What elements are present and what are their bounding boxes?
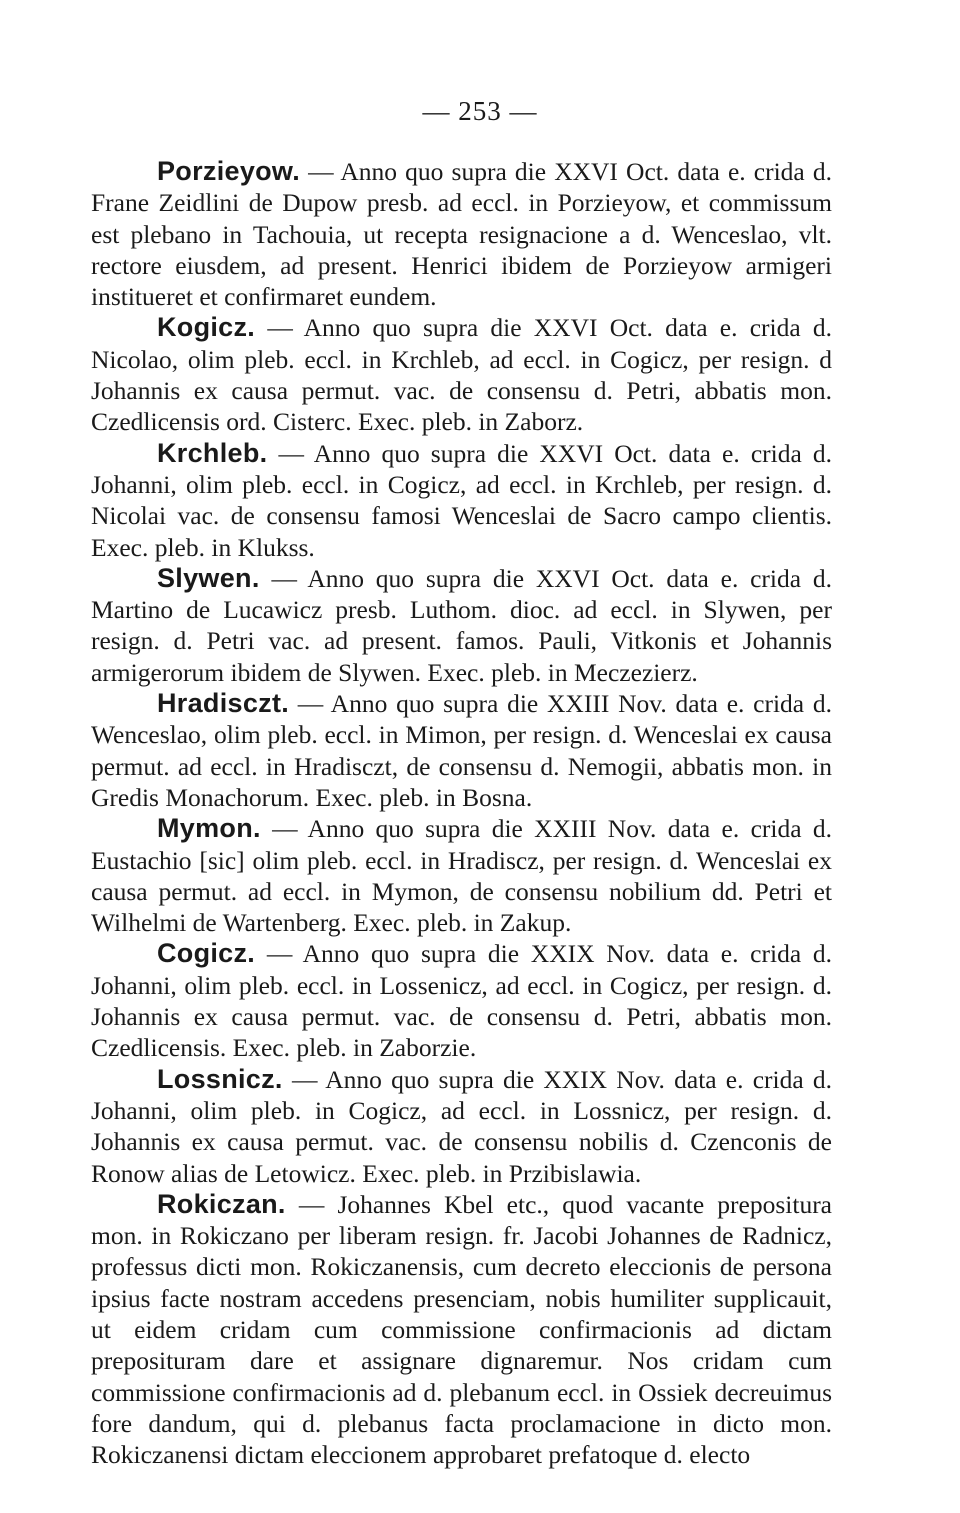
entry-heading: Hradisczt. bbox=[157, 688, 290, 719]
entry-kogicz bbox=[91, 312, 832, 437]
entry-heading: Cogicz. bbox=[157, 938, 256, 969]
entry-rokiczan bbox=[91, 1189, 832, 1471]
entry-text: — Anno quo supra die XXVI Oct. data e. crida d. Johanni, olim pleb. eccl. in Cogicz, ad eccl. in Krchleb, per resign. d. Nicolai vac. de consensu famosi Wenceslai de Sacro campo clientis. Exec. pleb. in Klukss. bbox=[91, 438, 832, 562]
entry-hradisczt bbox=[91, 688, 832, 813]
entry-slywen bbox=[91, 563, 832, 688]
entry-lossnicz bbox=[91, 1064, 832, 1189]
entry-mymon bbox=[91, 813, 832, 938]
entry-text: — Johannes Kbel etc., quod vacante prepositura mon. in Rokiczano per liberam resign. fr. Jacobi Johannes de Radnicz, professus dicti mon. Rokiczanensis, cum decreto eleccionis de persona ipsius facte nostram accedens presenciam, nobis humiliter supplicauit, ut eidem cridam cum commissione confirmacionis ad dictam preposituram dare et assignare dignaremur. Nos cridam cum commissione confirmacionis ad d. plebanum eccl. in Ossiek decreuimus fore dandum, qui d. plebanus facta proclamacione in dicto mon. Rokiczanensi dictam eleccionem approbaret prefatoque d. electo bbox=[91, 1189, 832, 1470]
entry-text: — Anno quo supra die XXVI Oct. data e. crida d. Martino de Lucawicz presb. Luthom. dioc. ad eccl. in Slywen, per resign. d. Petri vac. ad present. famos. Pauli, Vitkonis et Johannis armigerorum ibidem de Slywen. Exec. pleb. in Meczezierz. bbox=[91, 563, 832, 687]
document-body bbox=[91, 156, 832, 1470]
entry-text: — Anno quo supra die XXIII Nov. data e. crida d. Wenceslao, olim pleb. eccl. in Mimon, per resign. d. Wenceslai ex causa permut. ad eccl. in Hradisczt, de consensu d. Nemogii, abbatis mon. in Gredis Monachorum. Exec. pleb. in Bosna. bbox=[91, 689, 832, 812]
entry-text: — Anno quo supra die XXVI Oct. data e. crida d. Frane Zeidlini de Dupow presb. ad eccl. in Porzieyow, et commissum est plebano in Tachouia, ut recepta resignacione a d. Wenceslao, vlt. rectore eiusdem, ad present. Henrici ibidem de Porzieyow armigeri institueret et confirmaret eundem. bbox=[91, 157, 832, 312]
entry-heading: Kogicz. bbox=[157, 312, 256, 343]
entry-text: — Anno quo supra die XXIX Nov. data e. crida d. Johanni, olim pleb. in Cogicz, ad eccl. in Lossnicz, per resign. d. Johannis ex causa permut. vac. de consensu nobilis d. Czenconis de Ronow alias de Letowicz. Exec. pleb. in Przibislawia. bbox=[91, 1064, 832, 1188]
entry-krchleb bbox=[91, 438, 832, 563]
page-number: — 253 — bbox=[422, 96, 538, 126]
entry-text: — Anno quo supra die XXIII Nov. data e. crida d. Eustachio [sic] olim pleb. eccl. in Hradiscz, per resign. d. Wenceslai ex causa permut. ad eccl. in Mymon, de consensu nobilium dd. Petri et Wilhelmi de Wartenberg. Exec. pleb. in Zakup. bbox=[91, 814, 832, 938]
entry-cogicz bbox=[91, 938, 832, 1063]
entry-heading: Rokiczan. bbox=[157, 1188, 286, 1219]
entry-heading: Lossnicz. bbox=[157, 1063, 283, 1094]
entry-heading: Mymon. bbox=[157, 813, 261, 844]
entry-heading: Krchleb. bbox=[157, 437, 268, 468]
entry-text: — Anno quo supra die XXVI Oct. data e. crida d. Nicolao, olim pleb. eccl. in Krchleb, ad eccl. in Cogicz, per resign. d Johannis ex causa permut. vac. de consensu d. Petri, abbatis mon. Czedlicensis ord. Cisterc. Exec. pleb. in Zaborz. bbox=[91, 313, 832, 437]
entry-heading: Slywen. bbox=[157, 562, 260, 593]
entry-porzieyow bbox=[91, 156, 832, 312]
entry-text: — Anno quo supra die XXIX Nov. data e. crida d. Johanni, olim pleb. eccl. in Lossenicz, ad eccl. in Cogicz, per resign. d. Johannis ex causa permut. vac. de consensu d. Petri, abbatis mon. Czedlicensis. Exec. pleb. in Zaborzie. bbox=[91, 939, 832, 1063]
entry-heading: Porzieyow. bbox=[157, 156, 301, 186]
